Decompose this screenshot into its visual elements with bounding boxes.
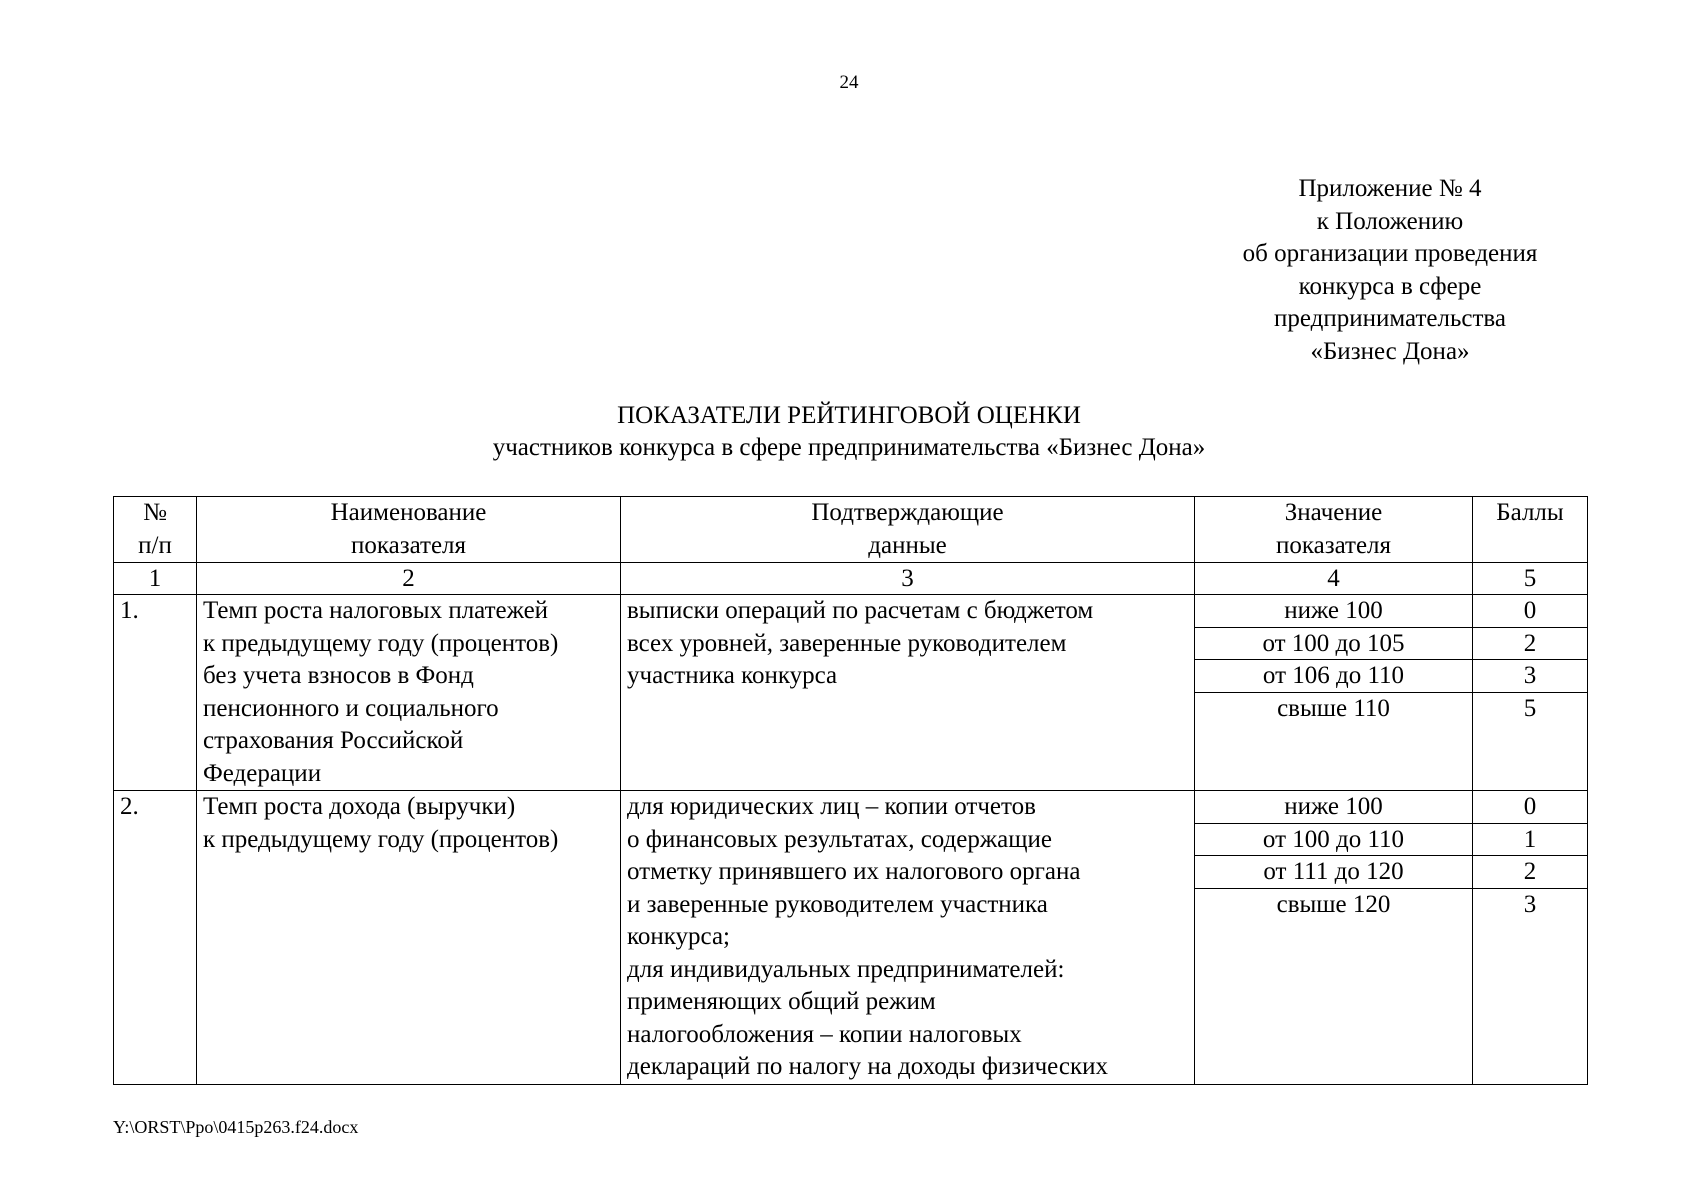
text-line: налогообложения – копии налоговых (627, 1020, 1022, 1048)
text-line: Темп роста дохода (выручки) (203, 793, 516, 820)
text-line: отметку принявшего их налогового органа (627, 858, 1081, 885)
header-number-line2: п/п (138, 531, 172, 559)
row-values (1195, 595, 1473, 791)
header-points (1473, 497, 1588, 563)
appendix-line: Приложение № 4 (1298, 175, 1482, 202)
appendix-line: предпринимательства (1274, 305, 1506, 332)
title-line-2: участников конкурса в сфере предпринимательства «Бизнес Дона» (492, 434, 1206, 461)
header-name (197, 497, 621, 563)
points-cell: 5 (1523, 694, 1537, 722)
row-points (1473, 791, 1588, 1085)
text-line: всех уровней, заверенные руководителем (627, 629, 1067, 657)
text-line: страхования Российской (203, 727, 464, 754)
header-data (621, 497, 1195, 563)
value-cell: от 100 до 110 (1195, 824, 1472, 857)
value-cell: свыше 110 (1277, 694, 1390, 722)
text-line: деклараций по налогу на доходы физических (627, 1053, 1108, 1080)
header-points-label: Баллы (1496, 499, 1564, 526)
row-indicator-name (197, 791, 621, 1085)
appendix-line: конкурса в сфере (1298, 272, 1482, 300)
header-value-line2: показателя (1275, 531, 1392, 559)
column-number: 5 (1473, 563, 1588, 595)
text-line: конкурса; (627, 923, 730, 950)
row-supporting-data (621, 791, 1195, 1085)
header-data-line2: данные (868, 531, 947, 559)
text-line: и заверенные руководителем участника (627, 890, 1048, 918)
points-cell: 3 (1473, 660, 1587, 693)
text-line: участника конкурса (627, 662, 838, 689)
column-number: 1 (114, 563, 197, 595)
value-cell: от 106 до 110 (1195, 660, 1472, 693)
header-name-line2: показателя (350, 531, 467, 559)
appendix-line: «Бизнес Дона» (1310, 337, 1470, 365)
value-cell: ниже 100 (1195, 791, 1472, 824)
text-line: без учета взносов в Фонд (203, 662, 474, 689)
table-header-row (114, 497, 1588, 563)
text-line: к предыдущему году (процентов) (203, 825, 559, 853)
value-cell: свыше 120 (1276, 890, 1391, 918)
points-cell: 3 (1523, 890, 1537, 918)
row-points (1473, 595, 1588, 791)
column-number: 4 (1195, 563, 1473, 595)
page-number: 24 (839, 72, 859, 93)
rating-table (113, 496, 1588, 1085)
row-number: 2. (114, 791, 197, 1085)
text-line: о финансовых результатах, содержащие (627, 825, 1052, 853)
title-line-1: ПОКАЗАТЕЛИ РЕЙТИНГОВОЙ ОЦЕНКИ (617, 402, 1081, 429)
header-number-line1: № (143, 499, 167, 526)
column-number: 3 (621, 563, 1195, 595)
points-cell: 1 (1473, 824, 1587, 857)
text-line: для юридических лиц – копии отчетов (627, 793, 1036, 820)
document-title (0, 400, 1698, 464)
points-cell: 2 (1473, 628, 1587, 661)
file-path-footer: Y:\ORST\Ppo\0415p263.f24.docx (113, 1117, 359, 1137)
table-row (114, 791, 1588, 1085)
row-indicator-name (197, 595, 621, 791)
header-data-line1: Подтверждающие (811, 499, 1004, 526)
row-number: 1. (114, 595, 197, 791)
text-line: Темп роста налоговых платежей (203, 597, 549, 624)
column-number-row (114, 563, 1588, 595)
points-cell: 0 (1473, 595, 1587, 628)
appendix-header (1190, 173, 1590, 368)
text-line: к предыдущему году (процентов) (203, 629, 559, 657)
header-value (1195, 497, 1473, 563)
value-cell: ниже 100 (1195, 595, 1472, 628)
row-values (1195, 791, 1473, 1085)
header-value-line1: Значение (1284, 499, 1383, 526)
value-cell: от 111 до 120 (1195, 856, 1472, 889)
points-cell: 0 (1473, 791, 1587, 824)
text-line: выписки операций по расчетам с бюджетом (627, 597, 1094, 624)
text-line: пенсионного и социального (203, 694, 499, 722)
value-cell: от 100 до 105 (1195, 628, 1472, 661)
column-number: 2 (197, 563, 621, 595)
text-line: применяющих общий режим (627, 988, 936, 1015)
appendix-line: об организации проведения (1242, 240, 1538, 267)
points-cell: 2 (1473, 856, 1587, 889)
header-number (114, 497, 197, 563)
text-line: для индивидуальных предпринимателей: (627, 955, 1065, 983)
header-name-line1: Наименование (330, 499, 487, 526)
row-supporting-data (621, 595, 1195, 791)
appendix-line: к Положению (1316, 207, 1464, 235)
text-line: Федерации (203, 759, 322, 787)
table-row (114, 595, 1588, 791)
